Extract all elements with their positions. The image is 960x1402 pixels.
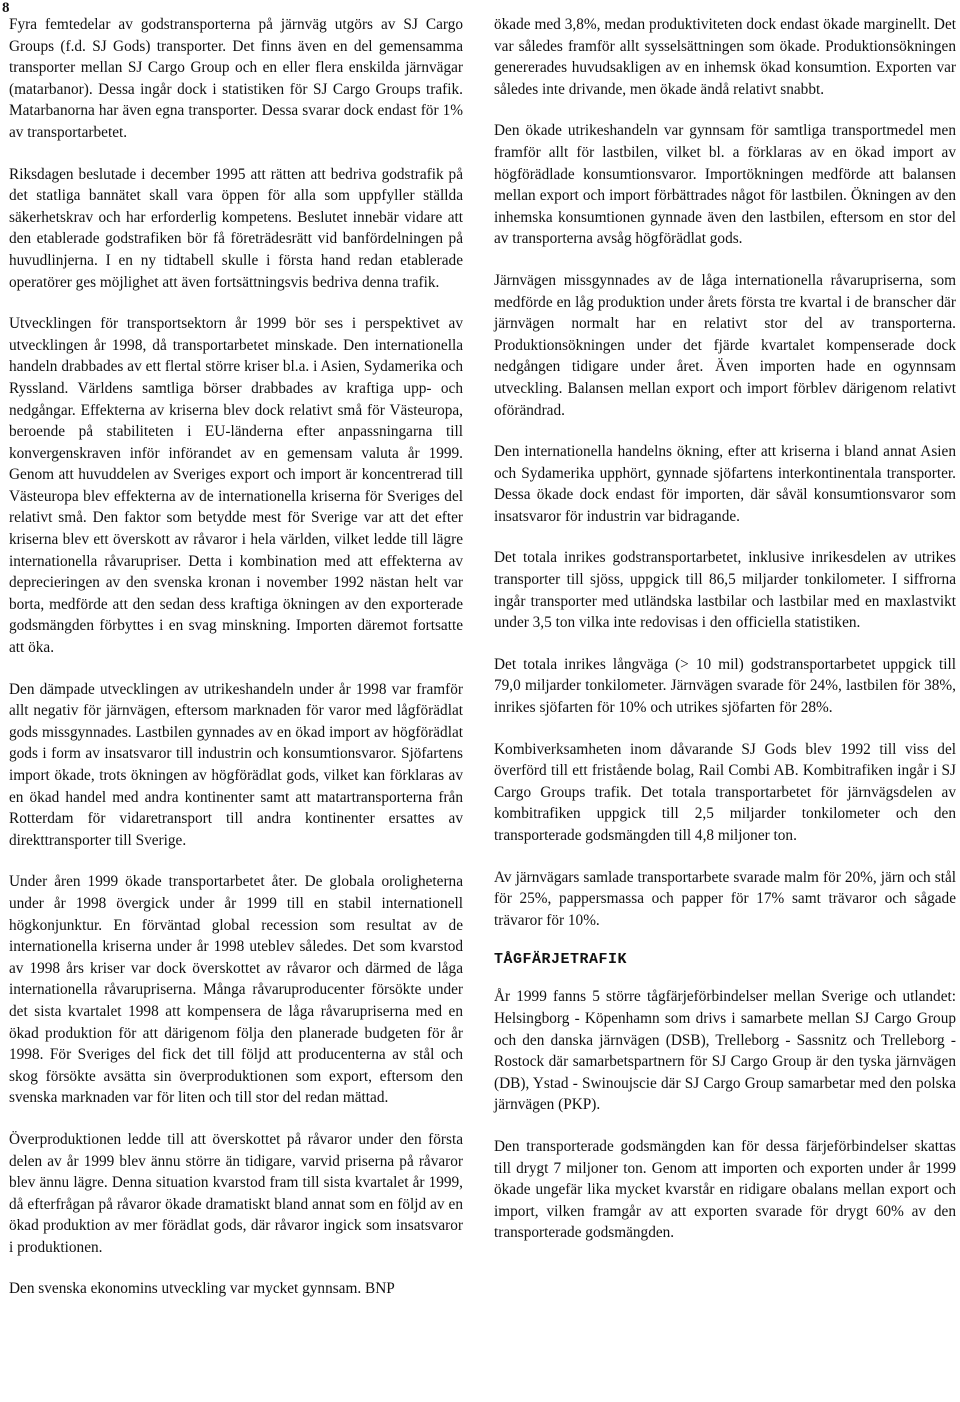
paragraph: Den internationella handelns ökning, efter att kriserna i bland annat Asien och Sydamerika upphört, gynnade sjöfartens interkontinentala transporter. Dessa ökade dock endast för importen, där såväl konsumtionsvaror som insatsvaror för industrin var bidragande. [494,443,956,525]
right-column [494,14,956,1264]
paragraph: Under åren 1999 ökade transportarbetet åter. De globala oroligheterna under år 1998 övergick under år 1999 till en stabil internationell högkonjunktur. En förväntad global recession som resultat av de internationella kriserna under år 1998 uteblev således. Det som kvarstod av 1998 års kriser var dock överskottet av råvaror och därmed de låga internationella råvarupriserna. Många råvaruproducenter försökte under det sista kvartalet 1998 att kompensera de låga råvarupriserna med en ökad produktion för att därigenom följa den planerade budgeten för år 1998. För Sveriges del fick det till följd att producenterna av stål och skog försökte avsätta sin överproduktionen som export, eftersom den svenska marknaden var för liten och till stor del redan mättad. [9,873,463,1107]
paragraph: Den dämpade utvecklingen av utrikeshandeln under år 1998 var framför allt negativ för järnvägen, eftersom marknaden för varor med lågförädlat gods missgynnades. Lastbilen gynnades av en ökad import av högförädlat gods i form av insatsvaror till industrin och konsumtionsvaror. Sjöfartens import ökade, trots ökningen av högförädlat gods, vilket kan förklaras av en ökad handel med andra kontinenter samt att matartransporterna från Rotterdam för vidaretransport till andra kontinenter ersattes av direkttransporter till Sverige. [9,680,463,849]
paragraph: Det totala inrikes långväga (> 10 mil) godstransportarbetet uppgick till 79,0 miljarder tonkilometer. Järnvägen svarade för 24%, lastbilen för 38%, inrikes sjöfarten för 10% och utrikes sjöfarten för 28%. [494,655,956,717]
paragraph: Riksdagen beslutade i december 1995 att rätten att bedriva godstrafik på det statliga bannätet skall vara öppen för alla som uppfyller ställda säkerhetskrav och har erforderlig kompetens. Beslutet innebär vidare att den etablerade godstrafiken bör få företrädesrätt vid banfördelningen på huvudlinjerna. I en ny tidtabell skulle i första hand redan etablerade operatörer ges möjlighet att även fortsättningsvis bedriva denna trafik. [9,165,463,291]
paragraph: År 1999 fanns 5 större tågfärjeförbindelser mellan Sverige och utlandet: Helsingborg - Köpenhamn som drivs i samarbete mellan SJ Cargo Group och den danska järnvägen (DSB), Trelleborg - Sassnitz och Trelleborg - Rostock där samarbetspartnern för SJ Cargo Group är den tyska järnvägen (DB), Ystad - Swinoujscie där SJ Cargo Group samarbetar med den polska järnvägen (PKP). [494,988,956,1114]
paragraph: Den transporterade godsmängden kan för dessa färjeförbindelser skattas till drygt 7 miljoner ton. Genom att importen och exporten under år 1999 ökade ungefär lika mycket kvarstår en ridigare obalans mellan export och import, vilken framgår av att exporten svarade för drygt 60% av den transporterade godsmängden. [494,1137,956,1242]
section-heading: TÅGFÄRJETRAFIK [494,951,628,969]
paragraph: Den svenska ekonomins utveckling var mycket gynnsam. BNP [9,1280,395,1298]
left-column [9,14,463,1320]
page-number: 8 [2,0,10,16]
paragraph: ökade med 3,8%, medan produktiviteten dock endast ökade marginellt. Det var således framför allt sysselsättningen som ökade. Produktionsökningen genererades huvudsakligen av en inhemsk ökad konsumtion. Exporten var således inte drivande, men ökade ändå relativt snabbt. [494,16,956,98]
paragraph: Kombiverksamheten inom dåvarande SJ Gods blev 1992 till viss del överförd till ett fristående bolag, Rail Combi AB. Kombitrafiken ingår i SJ Cargo Groups trafik. Det totala transportarbetet för järnvägsdelen av kombitrafiken uppgick till 2,5 miljarder tonkilometer och den transporterade godsmängden till 4,8 miljoner ton. [494,740,956,844]
paragraph: Det totala inrikes godstransportarbetet, inklusive inrikesdelen av utrikes transporter till sjöss, uppgick till 86,5 miljarder tonkilometer. I siffrorna ingår transporter med utländska lastbilar och lastbilar med en maxlastvikt under 3,5 ton vilka inte redovisas i den officiella statistiken. [494,549,956,632]
paragraph: Fyra femtedelar av godstransporterna på järnväg utgörs av SJ Cargo Groups (f.d. SJ Gods) transporter. Det finns även en del gemensamma transporter mellan SJ Cargo Group och en eller flera enskilda järnvägar (matarbanor). Dessa ingår dock i statistiken för SJ Cargo Groups trafik. Matarbanorna har även egna transporter. Dessa svarar dock endast för 1% av transportarbetet. [9,16,463,141]
paragraph: Överproduktionen ledde till att överskottet på råvaror under den första delen av år 1999 blev ännu större än tidigare, varvid priserna på råvaror blev ännu lägre. Denna situation kvarstod fram till sista kvartalet år 1999, då efterfrågan på råvaror ökade dramatiskt bland annat som en följd av en ökad produktion av mer förädlat gods, där råvaror ingick som insatsvaror i produktionen. [9,1130,463,1256]
paragraph: Av järnvägars samlade transportarbete svarade malm för 20%, järn och stål för 25%, pappersmassa och papper för 17% samt trävaror och sågade trävaror för 10%. [494,868,956,929]
paragraph: Utvecklingen för transportsektorn år 1999 bör ses i perspektivet av utvecklingen år 1998, då transportarbetet minskade. Den internationella handeln drabbades av ett flertal större kriser bl.a. i Asien, Sydamerika och Ryssland. Världens samtliga börser drabbades av kraftiga upp- och nedgångar. Effekterna av kriserna blev dock relativt små för Västeuropa, beroende på stabiliteten i EU-länderna efter anpassningarna till konvergenskraven inför införandet av en gemensam valuta år 1999. Genom att huvuddelen av Sveriges export och import är koncentrerad till Västeuropa blev effekterna av de internationella kriserna för Sveriges del relativt små. Den faktor som betydde mest för Sverige var att det efter kriserna blev ett överskott av råvaror i hela världen, vilket ledde till lägre internationella råvarupriser. Detta i kombination med att effekterna av deprecieringen av den svenska kronan i november 1992 nästan helt var borta, medförde att den sedan dess kraftiga ökningen av den exporterade godsmängden förbyttes i en svag minskning. Importen däremot fortsatte att öka. [9,315,463,657]
paragraph: Järnvägen missgynnades av de låga internationella råvarupriserna, som medförde en låg produktion under årets första tre kvartal i de branscher där järnvägen normalt har en relativt stor del av transporterna. Produktionsökningen under det fjärde kvartalet kompenserade dock nedgången tidigare under året. Även importen hade en ogynnsam utveckling. Balansen mellan export och import förblev därigenom relativt oförändrad. [494,271,956,419]
paragraph: Den ökade utrikeshandeln var gynnsam för samtliga transportmedel men framför allt för lastbilen, vilket bl. a förklaras av en ökad import av högförädlade konsumtionsvaror. Importökningen medförde att balansen mellan export och import förbättrades något för lastbilen. Ökningen av den inhemska konsumtionen gynnade även den lastbilen, eftersom en stor del av transporterna avsåg högförädlat gods. [494,122,956,248]
